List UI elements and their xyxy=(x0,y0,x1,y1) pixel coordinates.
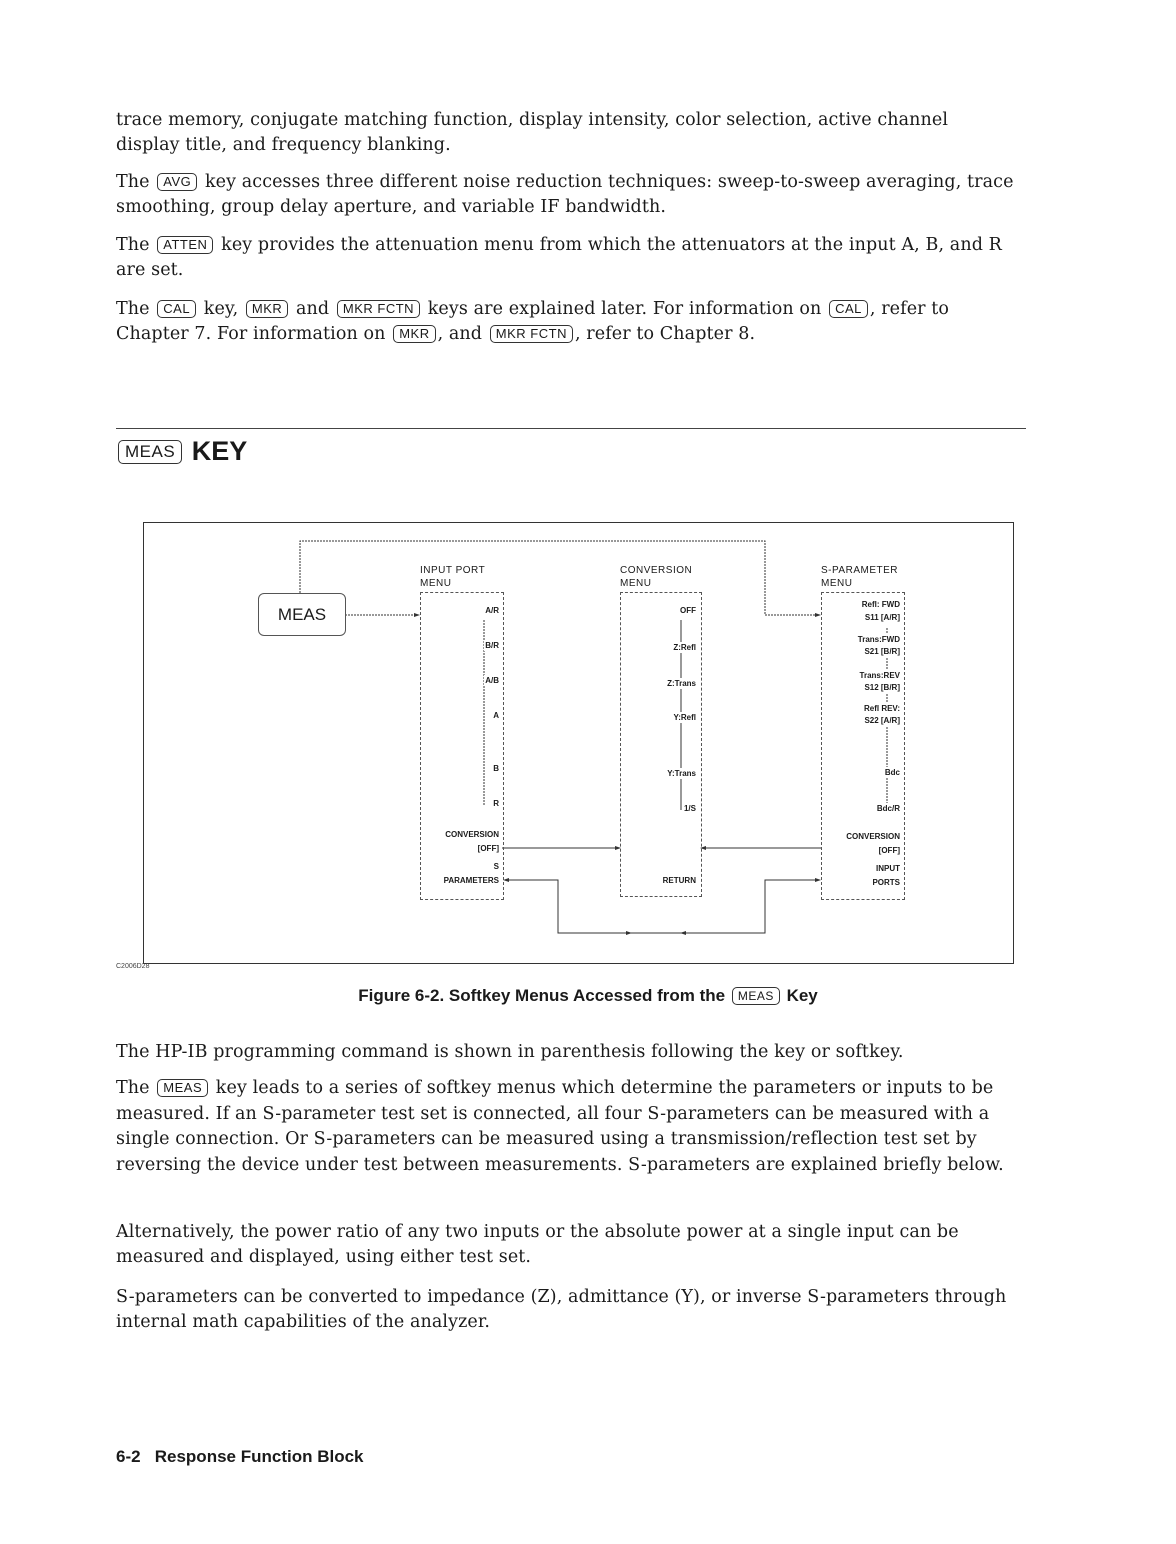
softkey-item: Bdc xyxy=(884,768,900,777)
paragraph-alt xyxy=(116,1220,1016,1270)
text: , refer to Chapter 8. xyxy=(574,324,756,344)
figure-code: C2006D28 xyxy=(116,963,150,970)
softkey-item: PORTS xyxy=(872,878,900,887)
figure-caption xyxy=(0,986,1176,1006)
softkey-item: Refl REV: xyxy=(863,704,900,713)
text: key provides the attenuation menu from which the attenuators at the input A, B, and R are set. xyxy=(116,235,1002,280)
softkey-item: [OFF] xyxy=(477,844,499,853)
sparam-title xyxy=(821,564,898,590)
mkr-key: MKR xyxy=(246,300,288,318)
meas-key-box: MEAS xyxy=(258,593,346,636)
paragraph-meas xyxy=(116,1076,1016,1178)
softkey-item: PARAMETERS xyxy=(443,876,499,885)
softkey-item: RETURN xyxy=(662,876,696,885)
title-line: MENU xyxy=(420,578,452,589)
softkey-item: Y:Refl xyxy=(673,713,696,722)
heading-text: KEY xyxy=(191,436,248,466)
meas-key: MEAS xyxy=(118,440,182,464)
text: The xyxy=(116,235,150,255)
text: key, xyxy=(203,299,239,319)
text: trace memory, conjugate matching function, display intensity, color selection, active channel display title, and frequency blanking. xyxy=(116,110,949,155)
cal-key: CAL xyxy=(829,300,868,318)
softkey-item: Y:Trans xyxy=(667,769,696,778)
text: keys are explained later. For information on xyxy=(427,299,822,319)
text: , and xyxy=(437,324,483,344)
softkey-item: INPUT xyxy=(876,864,900,873)
softkey-item: S21 [B/R] xyxy=(864,647,900,656)
softkey-item: B xyxy=(493,764,499,773)
title-line: MENU xyxy=(821,578,853,589)
softkey-item: A xyxy=(493,711,499,720)
atten-key: ATTEN xyxy=(157,236,213,254)
softkey-item: CONVERSION xyxy=(846,832,900,841)
title-line: MENU xyxy=(620,578,652,589)
softkey-item: Bdc/R xyxy=(876,804,900,813)
softkey-item: Trans:FWD xyxy=(857,635,900,644)
avg-key: AVG xyxy=(157,173,197,191)
title-line: INPUT PORT xyxy=(420,565,486,576)
softkey-item: B/R xyxy=(485,641,499,650)
softkey-item: 1/S xyxy=(683,804,696,813)
softkey-item: Refl: FWD xyxy=(861,600,900,609)
text: , refer to Chapter 7. For information on xyxy=(116,299,950,344)
paragraph-sparam xyxy=(116,1285,1016,1335)
cal-key: CAL xyxy=(157,300,196,318)
input-port-title xyxy=(420,564,485,590)
text: The xyxy=(116,299,150,319)
conversion-menu xyxy=(620,592,702,897)
softkey-item: A/B xyxy=(485,676,499,685)
text: key leads to a series of softkey menus which determine the parameters or inputs to be measured. If an S-parameter test set is connected, all four S-parameters can be measured with a single connection. Or S-parameters can be measured using a transmission/reflection test set by reversing the device under test between measurements. S-parameters are explained briefly below. xyxy=(116,1078,1004,1175)
softkey-item: Z:Refl xyxy=(673,643,696,652)
softkey-item: A/R xyxy=(485,606,499,615)
softkey-item: Z:Trans xyxy=(667,679,696,688)
softkey-item: S12 [B/R] xyxy=(864,683,900,692)
softkey-item: [OFF] xyxy=(878,846,900,855)
text: Key xyxy=(786,986,818,1005)
title-line: S-PARAMETER xyxy=(821,565,898,576)
text: key accesses three different noise reduction techniques: sweep-to-sweep averaging, trace smoothing, group delay aperture, and variable IF bandwidth. xyxy=(116,172,1014,217)
meas-key: MEAS xyxy=(732,987,780,1005)
softkey-item: CONVERSION xyxy=(445,830,499,839)
softkey-item: S xyxy=(493,862,499,871)
text: Alternatively, the power ratio of any two inputs or the absolute power at a single input can be measured and displayed, using either test set. xyxy=(116,1222,959,1267)
softkey-item: Trans:REV xyxy=(859,671,900,680)
meas-key: MEAS xyxy=(157,1079,208,1097)
text: The xyxy=(116,1078,150,1098)
mkr-fctn-key: MKR FCTN xyxy=(337,300,420,318)
mkr-fctn-key: MKR FCTN xyxy=(490,325,573,343)
softkey-item: S22 [A/R] xyxy=(864,716,900,725)
paragraph-hpib xyxy=(116,1040,1016,1065)
softkey-item: S11 [A/R] xyxy=(864,613,900,622)
text: S-parameters can be converted to impedance (Z), admittance (Y), or inverse S-parameters through internal math capabilities of the analyzer. xyxy=(116,1287,1007,1332)
softkey-item: OFF xyxy=(680,606,696,615)
softkey-item: R xyxy=(493,799,499,808)
page-footer: 6-2 Response Function Block xyxy=(116,1447,364,1466)
conversion-title xyxy=(620,564,692,590)
title-line: CONVERSION xyxy=(620,565,693,576)
mkr-key: MKR xyxy=(393,325,435,343)
text: The xyxy=(116,172,150,192)
text: Figure 6-2. Softkey Menus Accessed from the xyxy=(358,986,726,1005)
text: and xyxy=(295,299,330,319)
text: The HP-IB programming command is shown in parenthesis following the key or softkey. xyxy=(116,1042,904,1062)
